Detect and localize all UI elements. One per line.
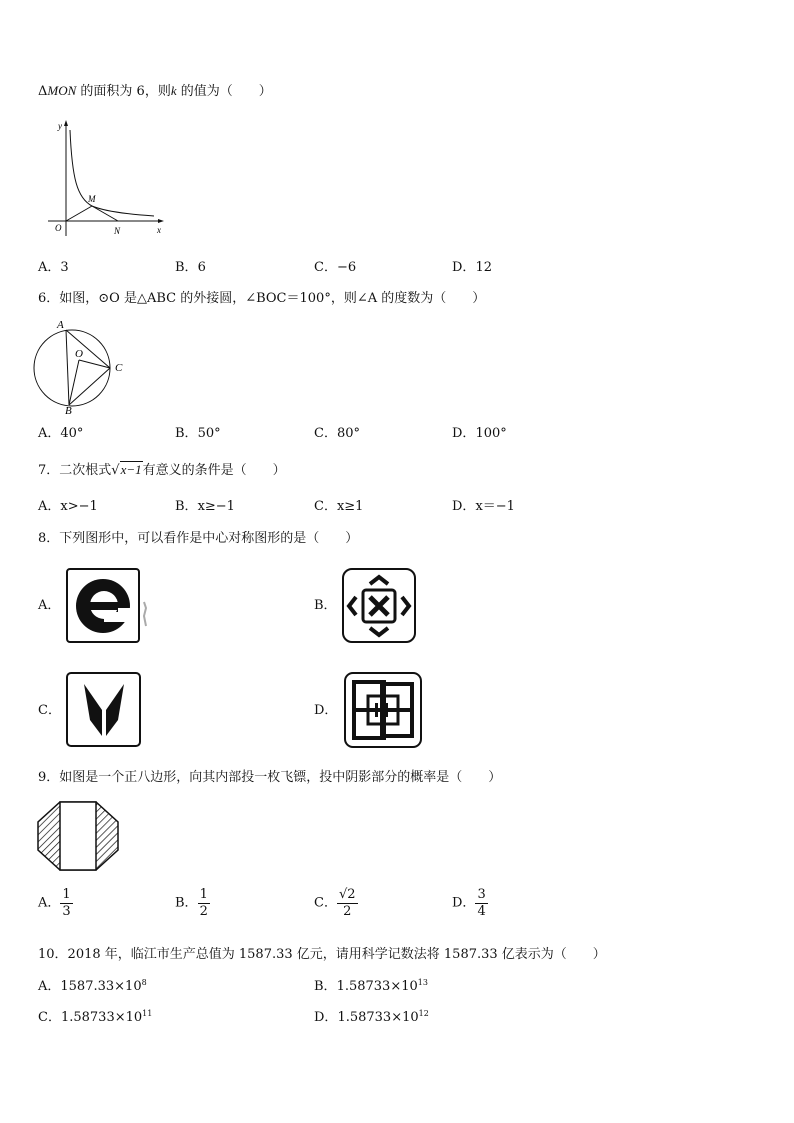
q5-label-y: y <box>58 121 62 131</box>
q6-label-o: O <box>75 348 83 360</box>
q5-y-arrow <box>64 120 68 126</box>
q10-stem: 10．2018 年，临江市生产总值为 1587.33 亿元，请用科学记数法将 1587.33 亿表示为（ ） <box>38 947 606 962</box>
fraction: $\frac{√2}{2}$ <box>338 887 356 919</box>
q10-option-d[interactable]: D．$1.58733\times 10^{12}$ <box>314 1009 429 1025</box>
q6-side-bc <box>69 368 110 405</box>
q5-hyperbola <box>70 130 154 216</box>
q8-stem: 8．下列图形中，可以看作是中心对称图形的是（ ） <box>38 531 359 546</box>
q8-option-d-label[interactable]: D． <box>314 703 338 718</box>
q6-stem: 6．如图，⊙O 是△ABC 的外接圆，∠BOC＝100°，则∠A 的度数为（ ） <box>38 291 486 306</box>
interlocked-squares-logo-icon <box>344 672 424 750</box>
x-arrows-logo-icon <box>342 568 416 644</box>
q5-graph <box>44 118 169 240</box>
q6-option-d[interactable]: D．100° <box>452 426 507 441</box>
q5-stem: ΔMON 的面积为 6，则k 的值为（ ） <box>38 83 272 99</box>
q10-option-c[interactable]: C．$1.58733\times 10^{11}$ <box>38 1009 153 1025</box>
q7-radicand: x−1 <box>120 462 142 477</box>
q6-label-b: B <box>65 405 72 417</box>
q5-label-x: x <box>157 225 161 235</box>
q5-label-m: M <box>88 194 96 204</box>
fraction: $\frac{1}{2}$ <box>199 887 208 919</box>
q9-option-b[interactable]: B． $\frac{1}{2}$ <box>175 887 208 919</box>
q9-option-c[interactable]: C． $\frac{√2}{2}$ <box>314 887 356 919</box>
q9-octagon-figure <box>36 801 120 871</box>
q9-white-center <box>60 802 96 870</box>
q5-option-d[interactable]: D．12 <box>452 260 492 275</box>
q5-label-o: O <box>55 223 62 233</box>
q7-stem: 7．二次根式√x−1有意义的条件是（ ） <box>38 462 286 478</box>
q8-option-b-label[interactable]: B． <box>314 598 337 613</box>
q5-option-b[interactable]: B．6 <box>175 260 206 275</box>
q10-option-b[interactable]: B．$1.58733\times 10^{13}$ <box>314 978 428 994</box>
q5-x-arrow <box>158 219 164 223</box>
q6-option-b[interactable]: B．50° <box>175 426 221 441</box>
q7-option-c[interactable]: C．x≥1 <box>314 499 364 514</box>
q7-option-b[interactable]: B．x≥−1 <box>175 499 235 514</box>
q5-label-n: N <box>114 226 121 236</box>
q8-option-a-label[interactable]: A． <box>38 598 61 613</box>
q6-radius-ob <box>69 360 79 405</box>
q5-segment-mn <box>92 206 118 221</box>
q6-circumcircle <box>34 330 110 406</box>
v-shape-logo-icon <box>66 672 142 748</box>
q7-option-a[interactable]: A．x>−1 <box>38 499 98 514</box>
letter-e-logo-icon <box>66 568 156 644</box>
radical-sign: √ <box>111 463 120 478</box>
q5-segment-om <box>66 206 92 221</box>
q10-option-a[interactable]: A．$1587.33\times 10^8$ <box>38 978 147 994</box>
fraction: $\frac{1}{3}$ <box>62 887 71 919</box>
q6-side-ab <box>66 330 69 405</box>
q9-option-a[interactable]: A． $\frac{1}{3}$ <box>38 887 71 919</box>
fraction: $\frac{3}{4}$ <box>477 887 486 919</box>
q6-label-a: A <box>57 319 64 331</box>
q6-option-c[interactable]: C．80° <box>314 426 360 441</box>
q9-stem: 9．如图是一个正八边形，向其内部投一枚飞镖，投中阴影部分的概率是（ ） <box>38 770 502 785</box>
q5-option-c[interactable]: C．−6 <box>314 260 357 275</box>
q6-option-a[interactable]: A．40° <box>38 426 84 441</box>
q6-circle-figure <box>34 316 134 418</box>
q7-option-d[interactable]: D．x＝−1 <box>452 499 515 514</box>
q6-label-c: C <box>115 362 123 374</box>
q5-option-a[interactable]: A．3 <box>38 260 69 275</box>
q9-option-d[interactable]: D． $\frac{3}{4}$ <box>452 887 486 919</box>
q8-option-c-label[interactable]: C． <box>38 703 61 718</box>
